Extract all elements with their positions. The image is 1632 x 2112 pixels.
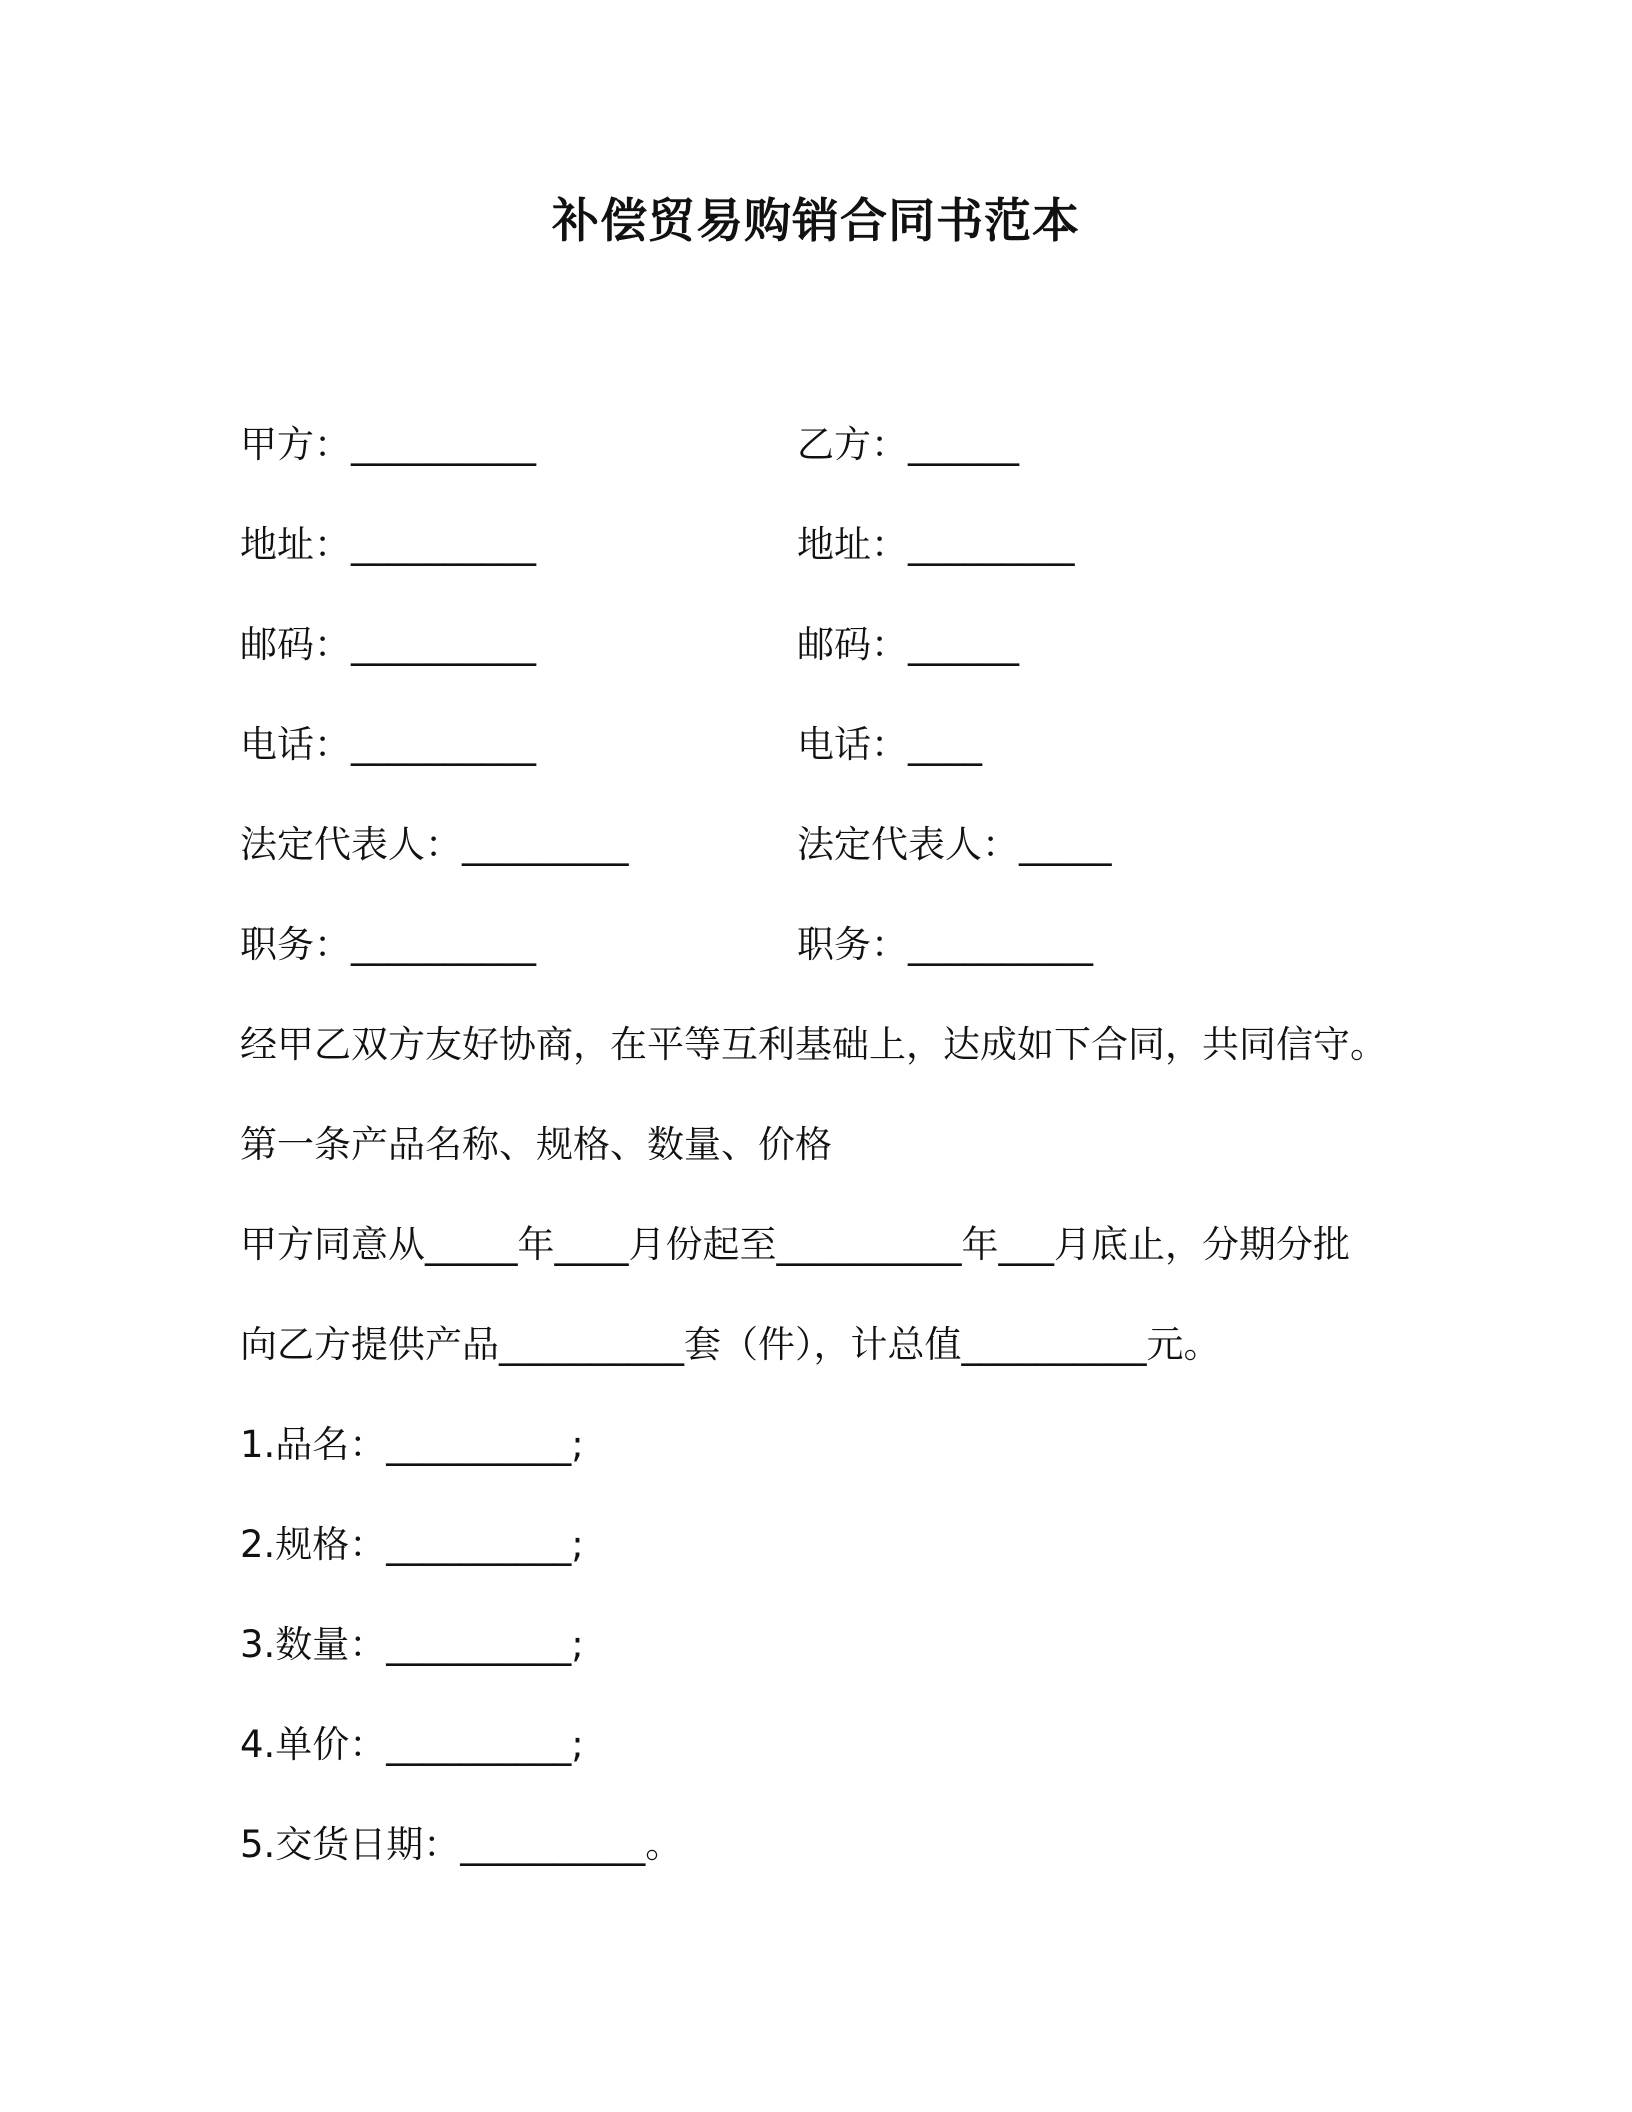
party-b-legal-rep-line: 法定代表人：_____ bbox=[797, 823, 1112, 866]
item-specification: 2.规格：__________; bbox=[240, 1523, 584, 1566]
party-a-name-line: 甲方：__________ bbox=[240, 423, 536, 466]
intro-paragraph: 经甲乙双方友好协商，在平等互利基础上，达成如下合同，共同信守。 bbox=[240, 1023, 1387, 1066]
party-b-address-line: 地址：_________ bbox=[797, 523, 1075, 566]
document-title: 补偿贸易购销合同书范本 bbox=[552, 194, 1080, 249]
article-1-text-line-1: 甲方同意从_____年____月份起至__________年___月底止，分期分批 bbox=[240, 1223, 1350, 1266]
party-a-address-line: 地址：__________ bbox=[240, 523, 536, 566]
party-a-phone-line: 电话：__________ bbox=[240, 723, 536, 766]
item-unit-price: 4.单价：__________; bbox=[240, 1723, 584, 1766]
article-1-text-line-2: 向乙方提供产品__________套（件），计总值__________元。 bbox=[240, 1323, 1221, 1366]
party-a-legal-rep-line: 法定代表人：_________ bbox=[240, 823, 629, 866]
party-b-phone-line: 电话：____ bbox=[797, 723, 982, 766]
item-product-name: 1.品名：__________; bbox=[240, 1423, 584, 1466]
party-a-position-line: 职务：__________ bbox=[240, 923, 536, 966]
article-1-heading: 第一条产品名称、规格、数量、价格 bbox=[240, 1123, 832, 1166]
party-b-name-line: 乙方：______ bbox=[797, 423, 1019, 466]
item-delivery-date: 5.交货日期：__________。 bbox=[240, 1823, 683, 1866]
party-a-postcode-line: 邮码：__________ bbox=[240, 623, 536, 666]
item-quantity: 3.数量：__________; bbox=[240, 1623, 584, 1666]
party-b-position-line: 职务：__________ bbox=[797, 923, 1093, 966]
party-b-postcode-line: 邮码：______ bbox=[797, 623, 1019, 666]
